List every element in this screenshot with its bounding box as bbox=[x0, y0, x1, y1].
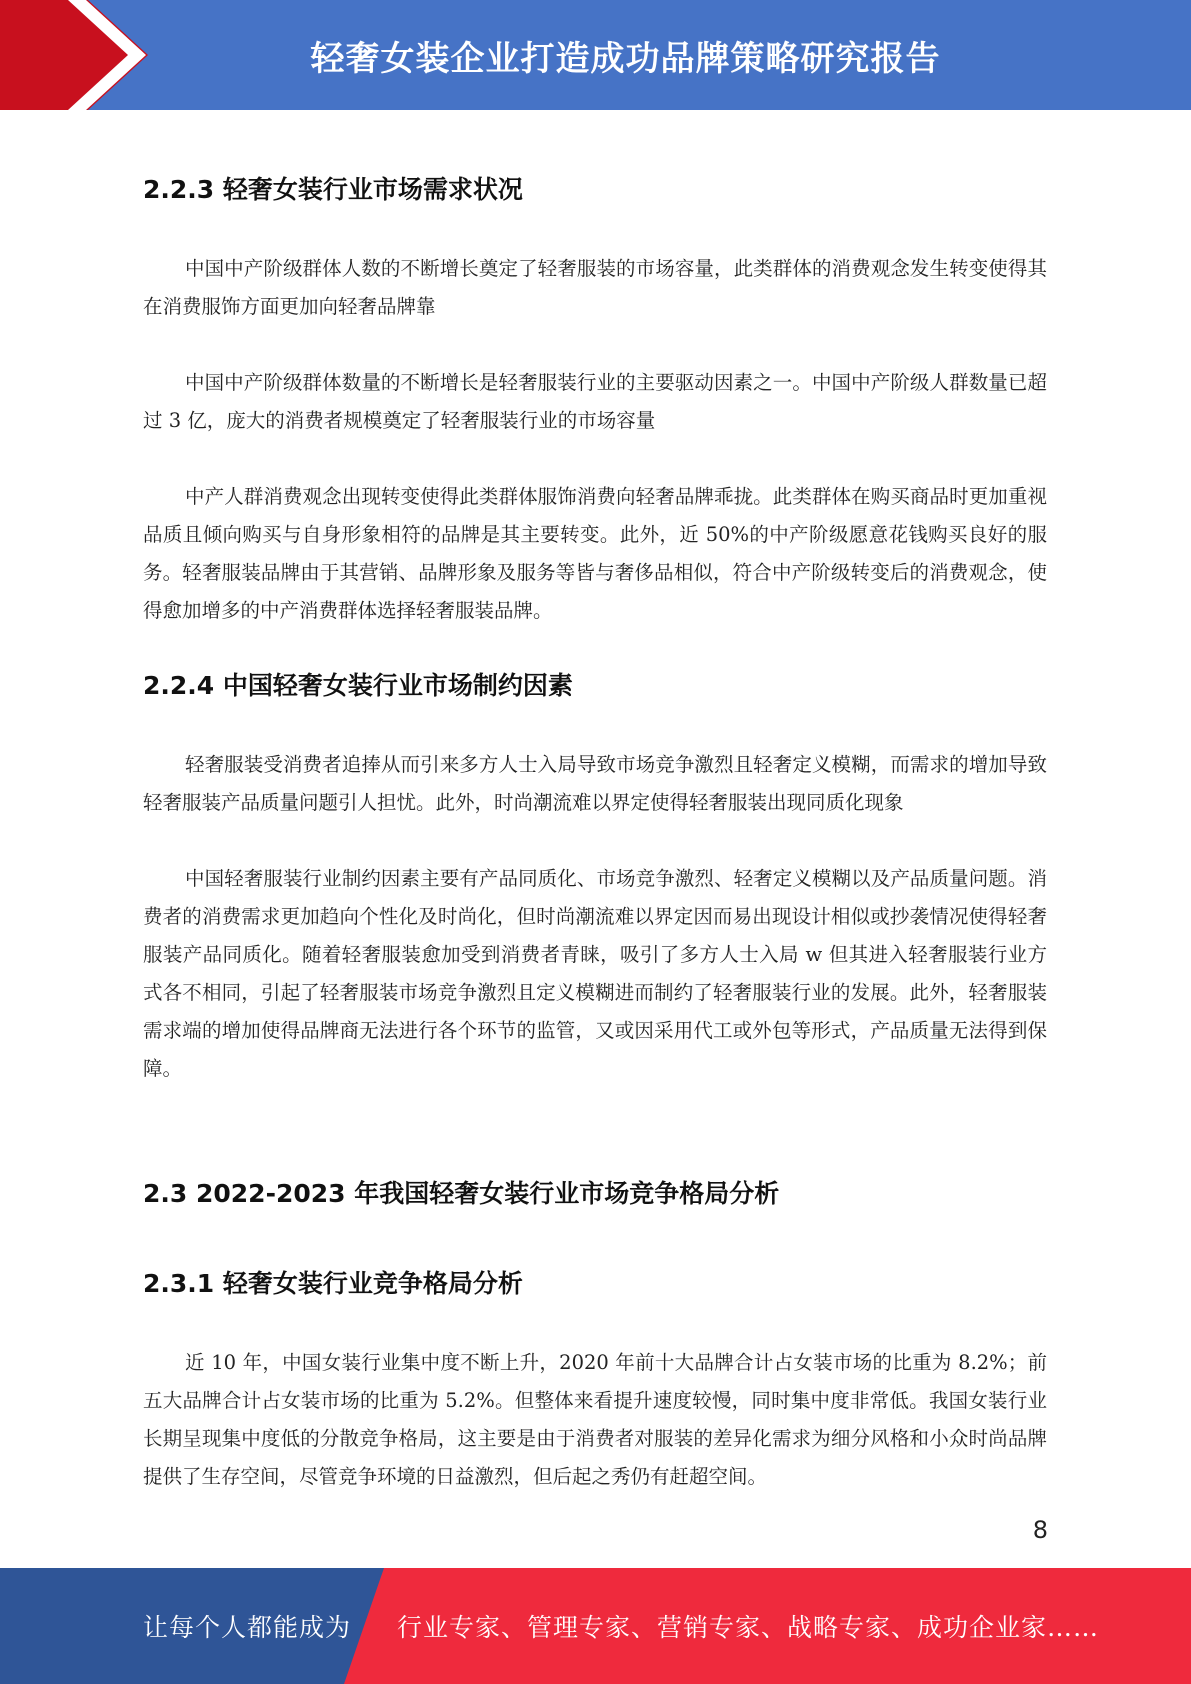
footer-slogan-left: 让每个人都能成为 bbox=[143, 1613, 352, 1642]
report-title: 轻奢女装企业打造成功品牌策略研究报告 bbox=[310, 38, 941, 79]
page-number: 8 bbox=[1032, 1516, 1048, 1544]
page-header bbox=[0, 0, 1191, 110]
page-footer bbox=[0, 1568, 1191, 1684]
paragraph: 中国轻奢服装行业制约因素主要有产品同质化、市场竞争激烈、轻奢定义模糊以及产品质量问题。消费者的消费需求更加趋向个性化及时尚化，但时尚潮流难以界定因而易出现设计相似或抄袭情况使得轻奢服装产品同质化。随着轻奢服装愈加受到消费者青睐，吸引了多方人士入局 w 但其进入轻奢服装行业方式各不相同，引起了轻奢服装市场竞争激烈且定义模糊进而制约了轻奢服装行业的发展。此外，轻奢服装需求端的增加使得品牌商无法进行各个环节的监管，又或因采用代工或外包等形式，产品质量无法得到保障。 bbox=[143, 867, 1047, 1080]
paragraph: 中产人群消费观念出现转变使得此类群体服饰消费向轻奢品牌乖拢。此类群体在购买商品时更加重视品质且倾向购买与自身形象相符的品牌是其主要转变。此外，近 50%的中产阶级愿意花钱购买良好的服务。轻奢服装品牌由于其营销、品牌形象及服务等皆与奢侈品相似，符合中产阶级转变后的消费观念，使得愈加增多的中产消费群体选择轻奢服装品牌。 bbox=[143, 485, 1047, 622]
header-arrow-decoration bbox=[0, 0, 160, 110]
section-heading-2-3: 2.3 2022-2023 年我国轻奢女装行业市场竞争格局分析 bbox=[143, 1179, 780, 1208]
section-heading-2-2-4: 2.2.4 中国轻奢女装行业市场制约因素 bbox=[143, 671, 573, 700]
paragraph: 近 10 年，中国女装行业集中度不断上升，2020 年前十大品牌合计占女装市场的比重为 8.2%；前五大品牌合计占女装市场的比重为 5.2%。但整体来看提升速度较慢，同时集中度非常低。我国女装行业长期呈现集中度低的分散竞争格局，这主要是由于消费者对服装的差异化需求为细分风格和小众时尚品牌提供了生存空间，尽管竞争环境的日益激烈，但后起之秀仍有赶超空间。 bbox=[143, 1351, 1047, 1488]
footer-slogan-right: 行业专家、管理专家、营销专家、战略专家、成功企业家…… bbox=[397, 1613, 1100, 1642]
paragraph: 中国中产阶级群体人数的不断增长奠定了轻奢服装的市场容量，此类群体的消费观念发生转变使得其在消费服饰方面更加向轻奢品牌靠 bbox=[143, 257, 1047, 318]
section-heading-2-2-3: 2.2.3 轻奢女装行业市场需求状况 bbox=[143, 175, 523, 204]
paragraph: 中国中产阶级群体数量的不断增长是轻奢服装行业的主要驱动因素之一。中国中产阶级人群数量已超过 3 亿，庞大的消费者规模奠定了轻奢服装行业的市场容量 bbox=[143, 371, 1047, 432]
section-heading-2-3-1: 2.3.1 轻奢女装行业竞争格局分析 bbox=[143, 1269, 523, 1298]
paragraph: 轻奢服装受消费者追捧从而引来多方人士入局导致市场竞争激烈且轻奢定义模糊，而需求的增加导致轻奢服装产品质量问题引人担忧。此外，时尚潮流难以界定使得轻奢服装出现同质化现象 bbox=[143, 753, 1047, 814]
